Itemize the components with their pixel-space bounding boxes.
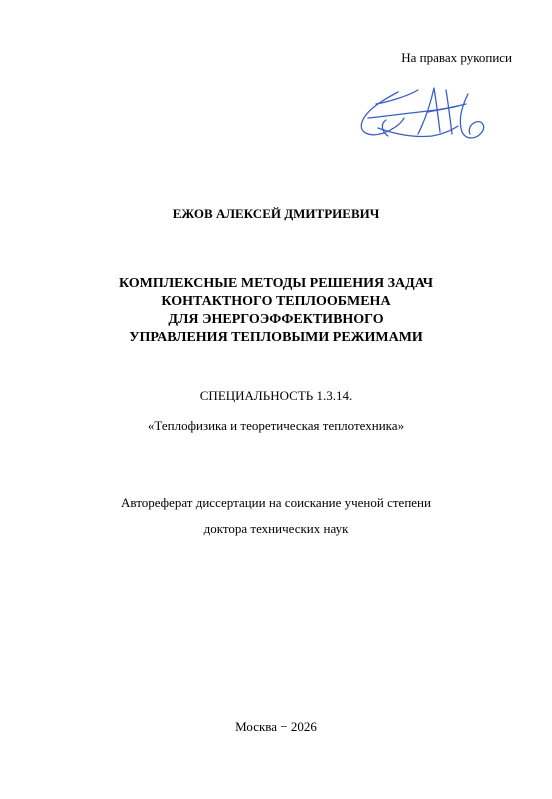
specialty-code: СПЕЦИАЛЬНОСТЬ 1.3.14.: [199, 388, 353, 403]
handwritten-signature: [358, 82, 508, 148]
title-line: УПРАВЛЕНИЯ ТЕПЛОВЫМИ РЕЖИМАМИ: [129, 330, 423, 345]
author-name: ЕЖОВ АЛЕКСЕЙ ДМИТРИЕВИЧ: [172, 206, 380, 221]
title-line: КОНТАКТНОГО ТЕПЛООБМЕНА: [161, 294, 391, 309]
place-and-year: Москва − 2026: [235, 719, 317, 734]
dissertation-title: [0, 275, 552, 347]
rights-note: На правах рукописи: [401, 50, 512, 65]
degree-name: доктора технических наук: [203, 521, 349, 536]
specialty-name: «Теплофизика и теоретическая теплотехника»: [147, 418, 405, 433]
title-line: ДЛЯ ЭНЕРГОЭФФЕКТИВНОГО: [168, 312, 384, 327]
abstract-description: Автореферат диссертации на соискание ученой степени: [121, 495, 431, 510]
title-line: КОМПЛЕКСНЫЕ МЕТОДЫ РЕШЕНИЯ ЗАДАЧ: [118, 276, 434, 291]
